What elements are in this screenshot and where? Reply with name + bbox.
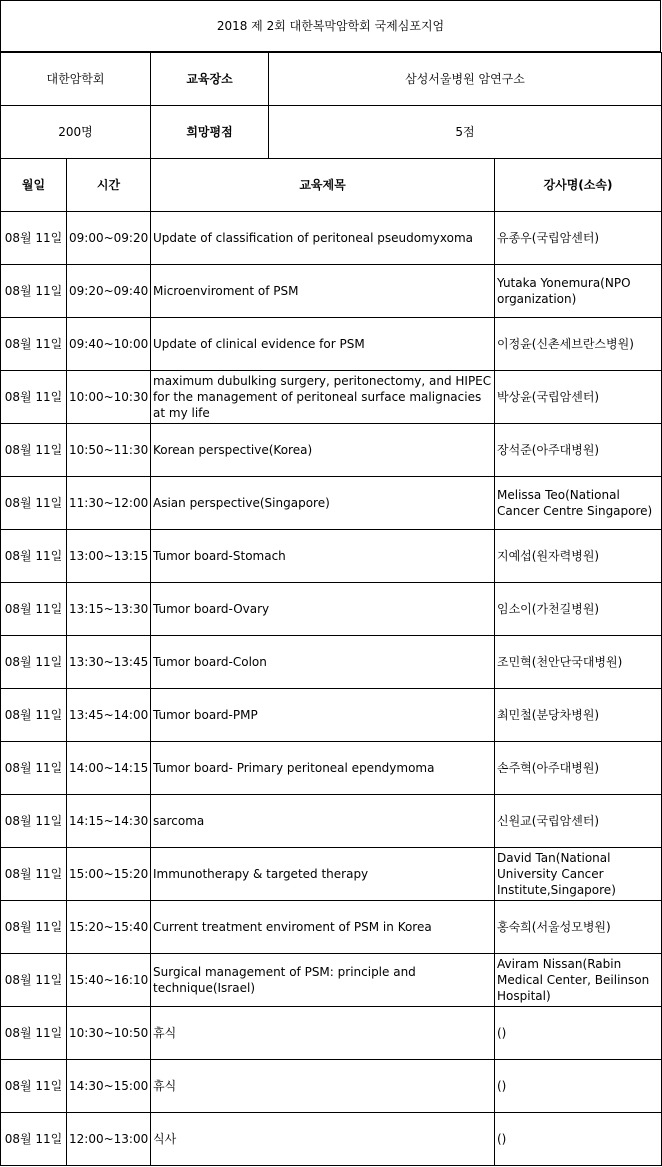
credit-label: 희망평점 bbox=[151, 106, 269, 159]
session-speaker: 손주혁(아주대병원) bbox=[495, 742, 662, 795]
table-row bbox=[1, 1007, 662, 1060]
session-speaker: Aviram Nissan(Rabin Medical Center, Beilinson Hospital) bbox=[495, 954, 662, 1007]
session-date: 08월 11일 bbox=[1, 742, 67, 795]
session-speaker: 장석준(아주대병원) bbox=[495, 424, 662, 477]
session-title: Immunotherapy & targeted therapy bbox=[151, 848, 495, 901]
session-time: 13:30~13:45 bbox=[67, 636, 151, 689]
col-header-speaker: 강사명(소속) bbox=[495, 159, 662, 212]
session-time: 09:00~09:20 bbox=[67, 212, 151, 265]
session-time: 14:15~14:30 bbox=[67, 795, 151, 848]
table-row bbox=[1, 954, 662, 1007]
session-time: 14:30~15:00 bbox=[67, 1060, 151, 1113]
session-time: 13:45~14:00 bbox=[67, 689, 151, 742]
session-date: 08월 11일 bbox=[1, 1007, 67, 1060]
venue-value: 삼성서울병원 암연구소 bbox=[269, 53, 662, 106]
session-title: Tumor board- Primary peritoneal ependymoma bbox=[151, 742, 495, 795]
session-speaker: David Tan(National University Cancer Institute,Singapore) bbox=[495, 848, 662, 901]
table-row bbox=[1, 742, 662, 795]
session-date: 08월 11일 bbox=[1, 477, 67, 530]
session-title: sarcoma bbox=[151, 795, 495, 848]
table-row bbox=[1, 795, 662, 848]
session-date: 08월 11일 bbox=[1, 265, 67, 318]
session-speaker: 임소이(가천길병원) bbox=[495, 583, 662, 636]
session-title: 휴식 bbox=[151, 1007, 495, 1060]
session-time: 13:15~13:30 bbox=[67, 583, 151, 636]
session-title: Update of clinical evidence for PSM bbox=[151, 318, 495, 371]
session-title: maximum dubulking surgery, peritonectomy, and HIPEC for the management of peritoneal surface malignacies at my life bbox=[151, 371, 495, 424]
table-row bbox=[1, 318, 662, 371]
col-header-time: 시간 bbox=[67, 159, 151, 212]
session-date: 08월 11일 bbox=[1, 318, 67, 371]
session-date: 08월 11일 bbox=[1, 848, 67, 901]
session-time: 15:20~15:40 bbox=[67, 901, 151, 954]
session-title: Tumor board-Ovary bbox=[151, 583, 495, 636]
session-date: 08월 11일 bbox=[1, 636, 67, 689]
session-date: 08월 11일 bbox=[1, 954, 67, 1007]
session-time: 12:00~13:00 bbox=[67, 1113, 151, 1166]
session-date: 08월 11일 bbox=[1, 1113, 67, 1166]
session-title: Tumor board-Colon bbox=[151, 636, 495, 689]
table-row bbox=[1, 424, 662, 477]
col-header-date: 월일 bbox=[1, 159, 67, 212]
session-title: Surgical management of PSM: principle and technique(Israel) bbox=[151, 954, 495, 1007]
session-speaker: 조민혁(천안단국대병원) bbox=[495, 636, 662, 689]
session-speaker: 유종우(국립암센터) bbox=[495, 212, 662, 265]
col-header-title: 교육제목 bbox=[151, 159, 495, 212]
session-date: 08월 11일 bbox=[1, 1060, 67, 1113]
info-table bbox=[0, 52, 662, 159]
session-speaker: 박상윤(국립암센터) bbox=[495, 371, 662, 424]
session-time: 13:00~13:15 bbox=[67, 530, 151, 583]
session-date: 08월 11일 bbox=[1, 530, 67, 583]
session-title: 휴식 bbox=[151, 1060, 495, 1113]
session-time: 15:00~15:20 bbox=[67, 848, 151, 901]
session-time: 10:00~10:30 bbox=[67, 371, 151, 424]
session-title: Tumor board-PMP bbox=[151, 689, 495, 742]
table-row bbox=[1, 901, 662, 954]
session-date: 08월 11일 bbox=[1, 212, 67, 265]
table-row bbox=[1, 530, 662, 583]
session-title: Microenviroment of PSM bbox=[151, 265, 495, 318]
table-row bbox=[1, 848, 662, 901]
table-row bbox=[1, 636, 662, 689]
session-date: 08월 11일 bbox=[1, 424, 67, 477]
table-row bbox=[1, 689, 662, 742]
session-date: 08월 11일 bbox=[1, 371, 67, 424]
schedule-header-row bbox=[1, 159, 662, 212]
session-date: 08월 11일 bbox=[1, 901, 67, 954]
credit-value: 5점 bbox=[269, 106, 662, 159]
session-title: Asian perspective(Singapore) bbox=[151, 477, 495, 530]
session-time: 11:30~12:00 bbox=[67, 477, 151, 530]
session-time: 09:40~10:00 bbox=[67, 318, 151, 371]
session-speaker: () bbox=[495, 1113, 662, 1166]
session-speaker: 홍숙희(서울성모병원) bbox=[495, 901, 662, 954]
session-title: Korean perspective(Korea) bbox=[151, 424, 495, 477]
session-speaker: 최민철(분당차병원) bbox=[495, 689, 662, 742]
session-date: 08월 11일 bbox=[1, 689, 67, 742]
page-title: 2018 제 2회 대한복막암학회 국제심포지엄 bbox=[1, 1, 661, 52]
info-row bbox=[1, 106, 662, 159]
session-title: Update of classification of peritoneal pseudomyxoma bbox=[151, 212, 495, 265]
session-speaker: Yutaka Yonemura(NPO organization) bbox=[495, 265, 662, 318]
session-title: 식사 bbox=[151, 1113, 495, 1166]
schedule-table bbox=[0, 158, 662, 1166]
session-time: 09:20~09:40 bbox=[67, 265, 151, 318]
table-row bbox=[1, 477, 662, 530]
table-row bbox=[1, 583, 662, 636]
session-speaker: () bbox=[495, 1007, 662, 1060]
venue-label: 교육장소 bbox=[151, 53, 269, 106]
table-row bbox=[1, 371, 662, 424]
session-date: 08월 11일 bbox=[1, 583, 67, 636]
session-time: 14:00~14:15 bbox=[67, 742, 151, 795]
session-time: 10:50~11:30 bbox=[67, 424, 151, 477]
session-time: 15:40~16:10 bbox=[67, 954, 151, 1007]
table-row bbox=[1, 265, 662, 318]
table-row bbox=[1, 1060, 662, 1113]
session-speaker: () bbox=[495, 1060, 662, 1113]
session-speaker: Melissa Teo(National Cancer Centre Singapore) bbox=[495, 477, 662, 530]
table-row bbox=[1, 212, 662, 265]
session-speaker: 신원교(국립암센터) bbox=[495, 795, 662, 848]
session-time: 10:30~10:50 bbox=[67, 1007, 151, 1060]
session-title: Current treatment enviroment of PSM in Korea bbox=[151, 901, 495, 954]
schedule-body bbox=[1, 212, 662, 1166]
session-speaker: 지예섭(원자력병원) bbox=[495, 530, 662, 583]
session-title: Tumor board-Stomach bbox=[151, 530, 495, 583]
table-row bbox=[1, 1113, 662, 1166]
session-date: 08월 11일 bbox=[1, 795, 67, 848]
title-table bbox=[0, 0, 661, 52]
organizer: 대한암학회 bbox=[1, 53, 151, 106]
capacity: 200명 bbox=[1, 106, 151, 159]
session-speaker: 이정윤(신촌세브란스병원) bbox=[495, 318, 662, 371]
info-row bbox=[1, 53, 662, 106]
